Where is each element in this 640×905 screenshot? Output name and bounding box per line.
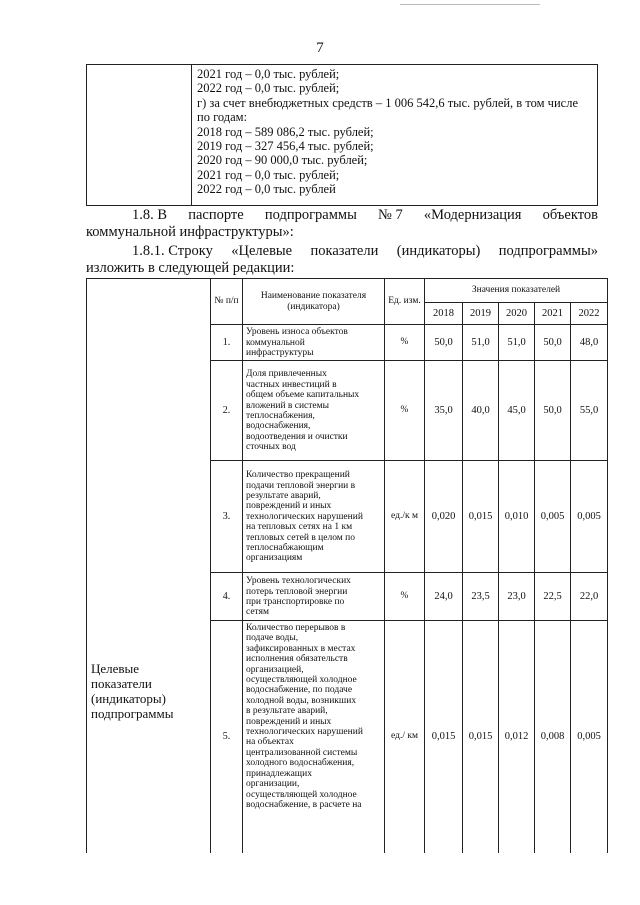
name-line: подачи тепловой энергии в bbox=[246, 480, 356, 491]
name-line: тепловых сетей в целом по bbox=[246, 532, 356, 543]
name-line: технологических нарушений bbox=[246, 511, 363, 522]
word: показатели bbox=[310, 243, 379, 259]
text-line: 2022 год – 0,0 тыс. рублей bbox=[197, 182, 336, 197]
word: объектов bbox=[542, 207, 598, 223]
word: паспорте bbox=[188, 207, 244, 223]
value-cell: 40,0 bbox=[463, 361, 499, 461]
paragraph-1-8 bbox=[86, 207, 598, 241]
unit-cell: % bbox=[385, 325, 425, 361]
value-cell: 48,0 bbox=[571, 325, 608, 361]
name-line: водоотведения и очистки bbox=[246, 431, 348, 442]
indicator-name bbox=[243, 361, 385, 461]
value-cell: 0,005 bbox=[571, 621, 608, 853]
value-cell: 0,020 bbox=[425, 461, 463, 573]
value-cell: 0,005 bbox=[535, 461, 571, 573]
unit-cell: ед./ км bbox=[385, 621, 425, 853]
row-label-line: (индикаторы) bbox=[91, 690, 166, 706]
unit-cell: ед./к м bbox=[385, 461, 425, 573]
value-cell: 50,0 bbox=[425, 325, 463, 361]
scan-header-mark bbox=[400, 4, 540, 5]
header-year: 2019 bbox=[463, 303, 499, 325]
value-cell: 22,0 bbox=[571, 573, 608, 621]
name-line: холодного водоснабжения, bbox=[246, 758, 355, 769]
name-line: общем объеме капитальных bbox=[246, 390, 360, 401]
name-line: организациям bbox=[246, 553, 303, 564]
name-line: Количество перерывов в bbox=[246, 623, 346, 633]
text-line: 2022 год – 0,0 тыс. рублей; bbox=[197, 81, 340, 96]
header-number: № п/п bbox=[211, 279, 243, 325]
value-cell: 0,005 bbox=[571, 461, 608, 573]
row-label-line: показатели bbox=[91, 675, 152, 691]
name-line: принадлежащих bbox=[246, 768, 312, 779]
name-line: технологических нарушений bbox=[246, 727, 363, 738]
value-cell: 51,0 bbox=[499, 325, 535, 361]
value-cell: 0,015 bbox=[463, 621, 499, 853]
value-cell: 51,0 bbox=[463, 325, 499, 361]
name-line: сточных вод bbox=[246, 442, 296, 453]
paragraph-line bbox=[86, 243, 598, 260]
header-year: 2021 bbox=[535, 303, 571, 325]
word: подпрограммы» bbox=[498, 243, 598, 259]
word: «Целевые bbox=[231, 243, 293, 259]
value-cell: 35,0 bbox=[425, 361, 463, 461]
name-line: организации, bbox=[246, 779, 300, 790]
row-label-cell bbox=[87, 279, 211, 853]
unit-cell: % bbox=[385, 573, 425, 621]
word: «Модернизация bbox=[423, 207, 522, 223]
name-line: теплоснабжающим bbox=[246, 543, 324, 554]
indicator-name bbox=[243, 573, 385, 621]
header-indicator-name: Наименование показателя (индикатора) bbox=[243, 279, 385, 325]
name-line: организацией, bbox=[246, 664, 304, 675]
value-cell: 50,0 bbox=[535, 325, 571, 361]
text-line: 2019 год – 327 456,4 тыс. рублей; bbox=[197, 139, 374, 154]
header-year: 2018 bbox=[425, 303, 463, 325]
name-line: водоснабжения, bbox=[246, 421, 311, 432]
name-line: в результате аварий, bbox=[246, 706, 328, 717]
row-label-line: подпрограммы bbox=[91, 705, 174, 721]
funding-breakdown-text bbox=[197, 67, 593, 197]
value-cell: 24,0 bbox=[425, 573, 463, 621]
text-line: 2018 год – 589 086,2 тыс. рублей; bbox=[197, 124, 374, 139]
name-line: сетям bbox=[246, 607, 269, 618]
name-line: при транспортировке по bbox=[246, 597, 345, 607]
name-line: вложений в системы bbox=[246, 400, 330, 411]
word: подпрограммы bbox=[264, 207, 357, 223]
name-line: повреждений и иных bbox=[246, 716, 332, 727]
name-line: осуществляющей холодное bbox=[246, 789, 357, 800]
row-number: 1. bbox=[211, 325, 243, 361]
name-line: холодной воды, возникших bbox=[246, 695, 357, 706]
paragraph-line: коммунальной инфраструктуры»: bbox=[86, 224, 294, 240]
header-values: Значения показателей bbox=[425, 279, 608, 303]
name-line: Количество прекращений bbox=[246, 470, 350, 481]
page-number: 7 bbox=[316, 40, 324, 56]
row-number: 4. bbox=[211, 573, 243, 621]
value-cell: 45,0 bbox=[499, 361, 535, 461]
name-line: частных инвестиций в bbox=[246, 379, 337, 390]
row-number: 2. bbox=[211, 361, 243, 461]
target-indicators-table bbox=[86, 278, 608, 853]
budget-continuation-table bbox=[86, 64, 598, 206]
text-line: 2020 год – 90 000,0 тыс. рублей; bbox=[197, 153, 368, 168]
paragraph-1-8-1 bbox=[86, 243, 598, 277]
row-label-line: Целевые bbox=[91, 660, 140, 676]
indicator-name bbox=[243, 621, 385, 853]
name-line: исполнения обязательств bbox=[246, 654, 348, 665]
name-line: теплоснабжения, bbox=[246, 411, 315, 421]
name-line: коммунальной bbox=[246, 337, 305, 348]
paragraph-line bbox=[86, 207, 598, 224]
name-line: централизованной системы bbox=[246, 747, 358, 758]
word: № 7 bbox=[378, 207, 403, 223]
value-cell: 23,5 bbox=[463, 573, 499, 621]
unit-cell: % bbox=[385, 361, 425, 461]
text-line: по годам: bbox=[197, 110, 248, 125]
value-cell: 23,0 bbox=[499, 573, 535, 621]
header-year: 2020 bbox=[499, 303, 535, 325]
name-line: на тепловых сетях на 1 км bbox=[246, 522, 353, 533]
name-line: инфраструктуры bbox=[246, 348, 314, 359]
paragraph-line: изложить в следующей редакции: bbox=[86, 260, 295, 276]
word: (индикаторы) bbox=[396, 243, 481, 259]
value-cell: 0,008 bbox=[535, 621, 571, 853]
name-line: результате аварий, bbox=[246, 490, 321, 501]
name-line: подаче воды, bbox=[246, 633, 299, 644]
name-line: на объектах bbox=[246, 737, 294, 748]
word: 1.8.1. Строку bbox=[132, 243, 213, 259]
row-number: 5. bbox=[211, 621, 243, 853]
value-cell: 55,0 bbox=[571, 361, 608, 461]
text-line: 2021 год – 0,0 тыс. рублей; bbox=[197, 167, 340, 182]
table-column-divider bbox=[191, 65, 192, 205]
header-year: 2022 bbox=[571, 303, 608, 325]
value-cell: 22,5 bbox=[535, 573, 571, 621]
name-line: потерь тепловой энергии bbox=[246, 586, 348, 597]
name-line: водоснабжение, в расчете на bbox=[246, 799, 362, 810]
value-cell: 0,012 bbox=[499, 621, 535, 853]
indicator-name bbox=[243, 461, 385, 573]
value-cell: 0,015 bbox=[463, 461, 499, 573]
name-line: Уровень износа объектов bbox=[246, 327, 348, 338]
indicator-name bbox=[243, 325, 385, 361]
text-line: 2021 год – 0,0 тыс. рублей; bbox=[197, 67, 340, 81]
value-cell: 50,0 bbox=[535, 361, 571, 461]
name-line: осуществляющей холодное bbox=[246, 675, 357, 686]
text-line: г) за счет внебюджетных средств – 1 006 542,6 тыс. рублей, в том числе bbox=[197, 95, 578, 110]
value-cell: 0,015 bbox=[425, 621, 463, 853]
name-line: водоснабжение, по подаче bbox=[246, 685, 353, 696]
name-line: Доля привлеченных bbox=[246, 369, 327, 380]
name-line: повреждений и иных bbox=[246, 501, 332, 512]
value-cell: 0,010 bbox=[499, 461, 535, 573]
name-line: зафиксированных в местах bbox=[246, 643, 356, 654]
row-number: 3. bbox=[211, 461, 243, 573]
header-unit: Ед. изм. bbox=[385, 279, 425, 325]
name-line: Уровень технологических bbox=[246, 576, 351, 587]
word: 1.8. В bbox=[132, 207, 168, 223]
